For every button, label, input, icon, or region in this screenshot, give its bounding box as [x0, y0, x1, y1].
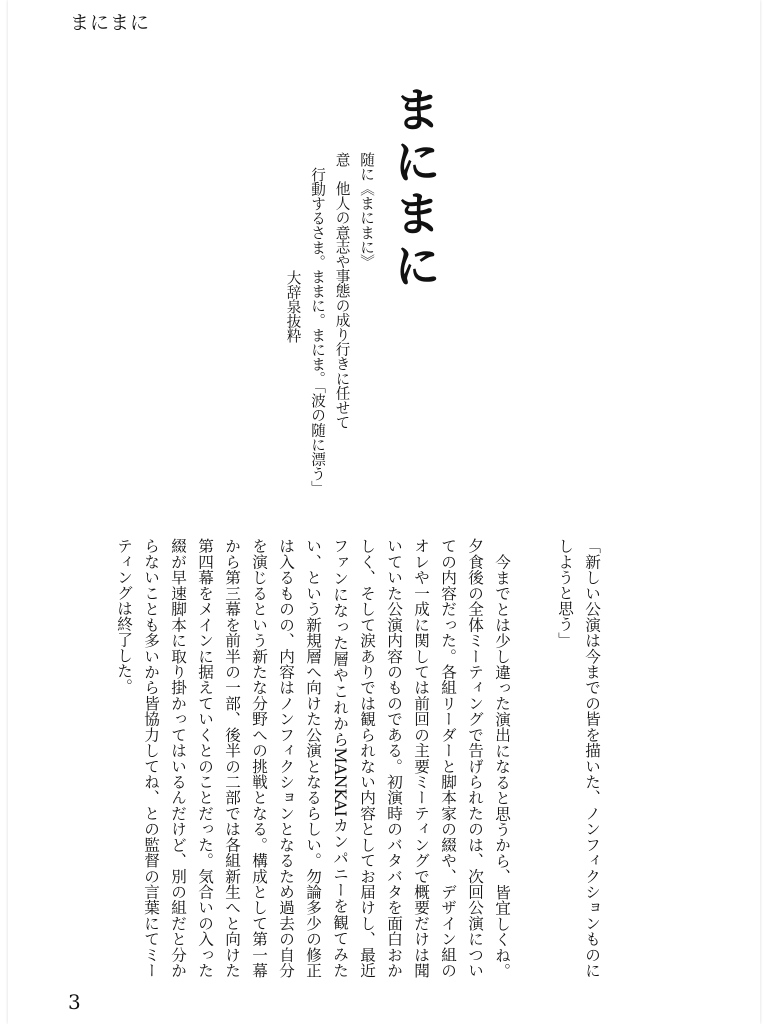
main-paragraph: 今までとは少し違った演出になると思うから、皆宜しくね。夕食後の全体ミーティングで告げられたのは、次回公演についての内容だった。各組リーダーと脚本家の綴や、デザイン組のオレや一成に関しては前回の主要ミーティングで概要だけは聞いていた公演内容のものである。初演時のバタバタを面白おかしく、そして涙ありでは観られない内容としてお届けし、最近ファンになった層やこれからMANKAIカンパニーを観てみたい、という新規層へ向けた公演となるらしい。勿論多少の修正は入るものの、内容はノンフィクションとなるため過去の自分を演じるという新たな分野への挑戦となる。構成として第一幕から第三幕を前半の一部、後半の二部では各組新生へと向けた第四幕をメインに据えていくとのことだった。気合いの入った綴が早速脚本に取り掛かってはいるんだけど、別の組だと分からないことも多いから皆協力してね、との監督の言葉にてミーティングは終了した。: [115, 538, 511, 978]
dictionary-source: 大辞泉抜粋: [284, 270, 302, 343]
dictionary-definition-line-2: 行動するさま。ままに。まにま。「波の随に漂う」: [309, 166, 326, 496]
quote-paragraph: 「新しい公演は今までの皆を描いた、ノンフィクションものにしようと思う」: [556, 538, 601, 978]
page-title: まにまに: [386, 85, 441, 293]
dictionary-definition-line-1: 意 他人の意志や事態の成り行きに任せて: [333, 152, 351, 430]
dictionary-headword: 随に《まにまに》: [358, 152, 375, 269]
dictionary-entry: [280, 152, 378, 496]
running-title: まにまに: [70, 12, 151, 34]
body-text: [110, 538, 605, 978]
page-number: 3: [68, 990, 81, 1014]
